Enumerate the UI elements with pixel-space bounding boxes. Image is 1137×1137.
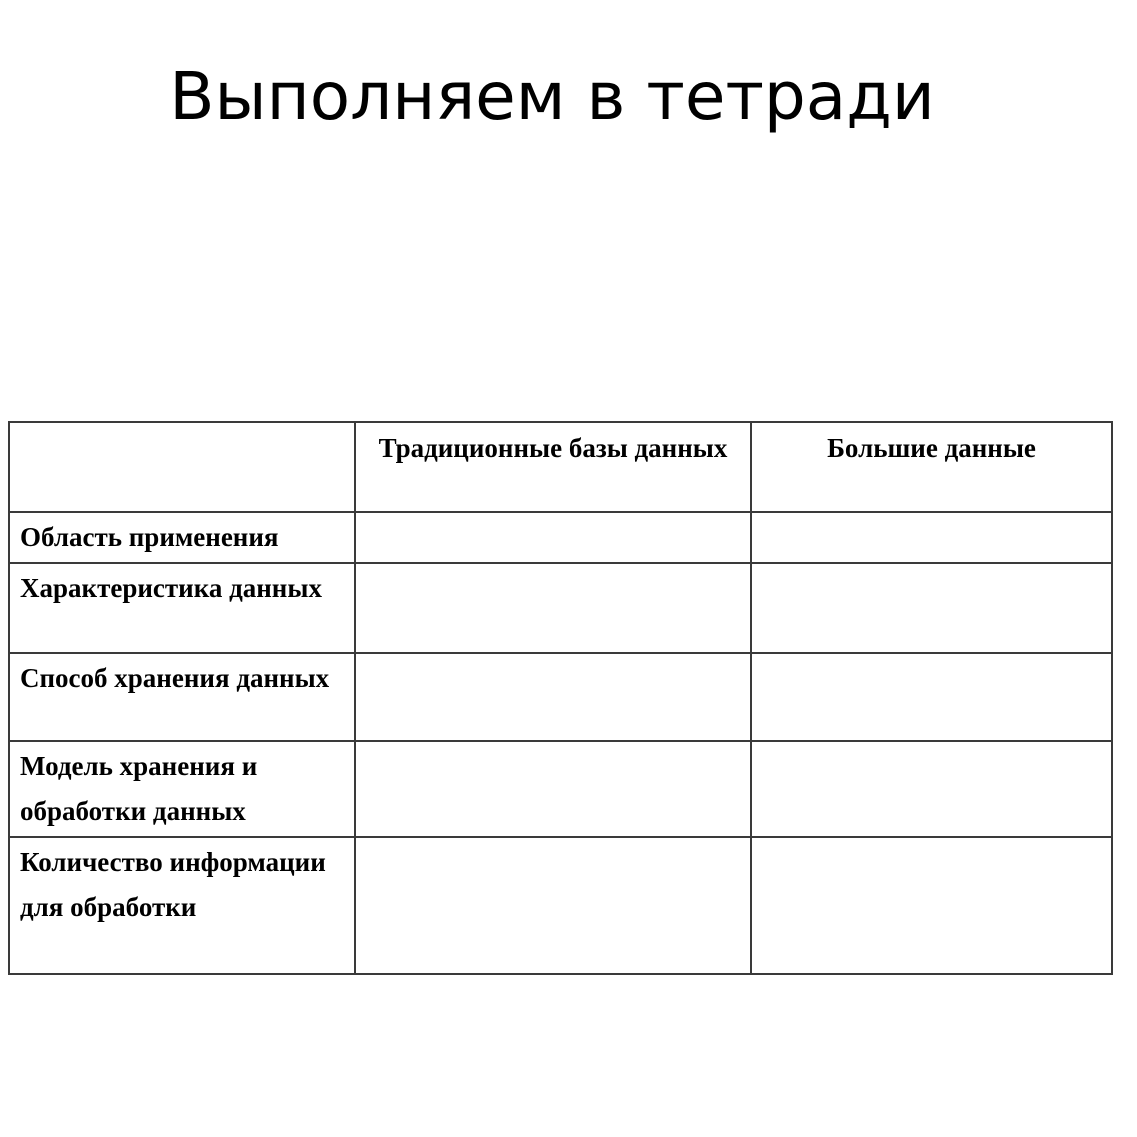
row-label-cell xyxy=(9,741,355,837)
header-traditional-db xyxy=(355,422,751,512)
row-label: Количество информации для обработки xyxy=(20,847,326,922)
row-label-cell xyxy=(9,563,355,653)
header-traditional-db-text: Традиционные базы данных xyxy=(378,433,728,463)
row-label: Способ хранения данных xyxy=(20,663,330,693)
row-label-cell xyxy=(9,653,355,741)
big-data-cell[interactable] xyxy=(751,653,1112,741)
table-row xyxy=(9,741,1112,837)
header-big-data xyxy=(751,422,1112,512)
row-label: Область применения xyxy=(20,522,279,552)
big-data-cell[interactable] xyxy=(751,837,1112,974)
table-header-row xyxy=(9,422,1112,512)
header-big-data-text: Большие данные xyxy=(827,433,1036,463)
row-label-cell xyxy=(9,837,355,974)
big-data-cell[interactable] xyxy=(751,512,1112,563)
slide-title: Выполняем в тетради xyxy=(169,58,935,135)
traditional-cell[interactable] xyxy=(355,653,751,741)
big-data-cell[interactable] xyxy=(751,563,1112,653)
table-row xyxy=(9,653,1112,741)
comparison-table xyxy=(8,421,1113,975)
comparison-table-container xyxy=(8,421,1111,975)
table-row xyxy=(9,512,1112,563)
row-label-cell xyxy=(9,512,355,563)
row-label: Модель хранения и обработки данных xyxy=(20,751,258,826)
big-data-cell[interactable] xyxy=(751,741,1112,837)
table-row xyxy=(9,563,1112,653)
traditional-cell[interactable] xyxy=(355,512,751,563)
table-row xyxy=(9,837,1112,974)
traditional-cell[interactable] xyxy=(355,837,751,974)
row-label: Характеристика данных xyxy=(20,573,322,603)
traditional-cell[interactable] xyxy=(355,563,751,653)
traditional-cell[interactable] xyxy=(355,741,751,837)
header-corner-cell xyxy=(9,422,355,512)
